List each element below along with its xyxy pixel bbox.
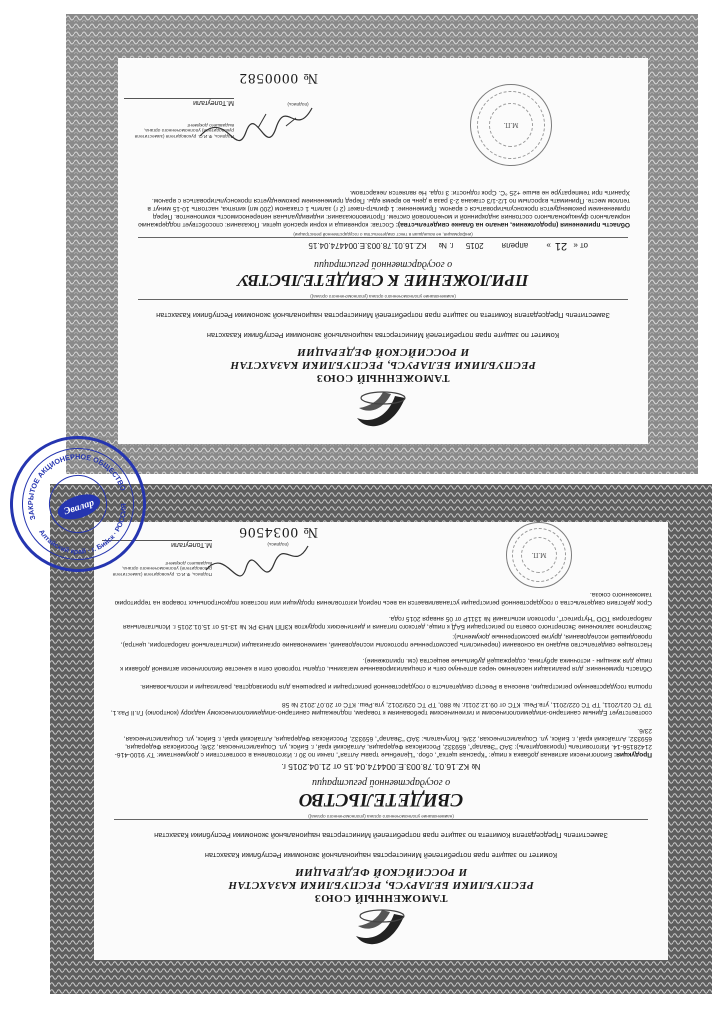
- certificate-sheet: [50, 484, 712, 994]
- annex-signer-name: М.Толеугали: [124, 98, 234, 106]
- annex-deputy: Заместитель Председателя Комитета по защите прав потребителей Министерства национальной экономики Республики Казахстан: [156, 311, 610, 320]
- certificate-validity: Срок действия свидетельства о государственной регистрации устанавливается на весь период изготовления продукции или поставок подконтрольных товаров на территорию таможенного союза.: [114, 590, 652, 606]
- certificate-signer-name: М.Толеугали: [102, 540, 212, 548]
- annex-scope-label: Область применения (продолжение, начало на бланке свидетельства):: [395, 221, 630, 228]
- certificate-mp-label: М.П.: [531, 551, 547, 559]
- annex-title: ПРИЛОЖЕНИЕ К СВИДЕТЕЛЬСТВУ: [237, 271, 529, 290]
- stamp-ring-bottom: Алтайский край · г. Бийск · РОССИЯ: [37, 503, 128, 556]
- certificate-text-basis: Настоящее свидетельство выдано на основании (перечислить рассмотренные протоколы исследований, наименование организации (испытательной лаборатории, центра), проводившей исследования, другие рассмотренные документы):: [120, 632, 652, 648]
- annex-date-prefix: от «: [573, 241, 588, 250]
- certificate-authority-caption: (наименование уполномоченного органа (уполномоченного органа)): [114, 814, 648, 820]
- certificate-text-expert: Экспертное заключение Экспертного совета по регистрации БАД к пище, детского питания и диетических продуктов КЗПП МНЭ РК № 13-15 от 15.01.2015 г. Испытательная лаборатория ТОО "Нутритест", протокол испытаний № 1311Р от 05 января 2015 года.: [123, 614, 652, 630]
- annex-year: 2015: [465, 241, 484, 250]
- annex-year-suffix: г. №: [438, 241, 454, 250]
- certificate-conformity: соответствует Единым санитарно-эпидемиологическим и гигиеническим требованиям к товарам, подлежащим санитарно-эпидемиологическому надзору (контролю) Гл.II Раз.1, ТР ТС 021/2011, ТР ТС 022/2011, утв.Реш. КТС от 09.12.2011г. № 880, ТР ТС 029/2012, утв.Реш. КТС от 20.07.2012 № 58: [110, 700, 652, 716]
- annex-sheet: [66, 14, 698, 474]
- annex-day: 21: [554, 240, 568, 252]
- certificate-signature-caption: (подпись): [267, 541, 289, 546]
- certificate-serial-number: № 0034506: [238, 524, 318, 540]
- certificate-number-line: № KZ.16.01.78.003.Е.004474.04.15 от 21.04.2015 г.: [281, 762, 481, 772]
- annex-mp-label: М.П.: [503, 121, 519, 129]
- annex-scope-text: Состав: корневища и корни красной щетки. Показания: способствует поддержанию нормального функционального состояния эндокринной и мочеполовой систем. Противопоказания: индивидуальная непереносимость компонентов. Перед применением рекомендуется проконсультироваться с врачом. Применение: 1 фильтр-пакет (2 г) залить 1 стаканом (200 мл) кипятка, настоять 10-15 минут в теплом месте. Принимать взрослым по 1/2-1/3 стакана 2-3 раза в день во время еды. Перед применением рекомендуется проконсультироваться с врачом. Хранить при температуре не выше +25 °С. Срок годности: 3 года. Не является лекарством.: [138, 188, 630, 228]
- annex-date-line: от « 21» апреля 2015 г. № KZ.16.01.78.003.Е.004474.04.15: [308, 240, 588, 252]
- certificate-product-text: Биологически активная добавка к пище: "Красная щетка", сбор. "Целебные травы Алтая", пачки по 30 г. Изготовлена в соответствии с документами: ТУ 9100-416-21428156-14. Изготовитель (производитель): ЗАО "Эвалар", 659332, Российская Федерация, Алтайский край, г. Бийск, ул. Социалистическая, 23/6; Российская Федерация, 659332, Алтайский край, г. Бийск, ул. Социалистическая, 23/6. Получатель: ЗАО "Эвалар", 659332, Российская Федерация, Алтайский край, г. Бийск, ул. Социалистическая, 23/6.: [114, 726, 652, 758]
- stamp-logo-icon: [55, 490, 104, 525]
- certificate-deputy: Заместитель Председателя Комитета по защите прав потребителей Министерства национальной экономики Республики Казахстан: [154, 831, 608, 840]
- union-title: ТАМОЖЕННЫЙ СОЮЗ: [314, 892, 448, 904]
- union-subtitle-2: И РОССИЙСКОЙ ФЕДЕРАЦИИ: [294, 866, 468, 878]
- certificate-text-scope: Область применения: для реализации населению через аптечную сеть и специализированные магазины, отделы торговой сети в качестве биологически активной добавки к пище для женщин - источника арбутина, содержащей дубильные вещества (см. приложение).: [120, 656, 652, 672]
- annex-scope: [134, 188, 630, 228]
- certificate-product: [110, 726, 652, 758]
- certificate-title: СВИДЕТЕЛЬСТВО: [298, 789, 464, 810]
- certificate-signer-caption: Подпись, Ф.И.О. руководителя (заместителя руководителя) уполномоченного органа, выдавшего документ: [112, 559, 212, 576]
- certificate-subtitle: о государственной регистрации: [311, 777, 451, 788]
- annex-seal-mp: [470, 84, 552, 166]
- union-subtitle-2: И РОССИЙСКОЙ ФЕДЕРАЦИИ: [296, 346, 470, 358]
- annex-signer-caption: Подпись, Ф.И.О. руководителя (заместителя руководителя) уполномоченного органа, выдавшего документ: [134, 121, 234, 138]
- annex-signature-caption: (подпись): [287, 101, 309, 106]
- certificate-seal-mp: [506, 522, 572, 588]
- stamp-center-text: Эвалар: [62, 497, 96, 518]
- annex-authority-caption: (наименование уполномоченного органа (уполномоченного органа)): [138, 294, 628, 300]
- union-title: ТАМОЖЕННЫЙ СОЮЗ: [316, 372, 450, 384]
- union-subtitle: РЕСПУБЛИКИ БЕЛАРУСЬ, РЕСПУБЛИКИ КАЗАХСТАН: [228, 879, 534, 891]
- annex-serial-number: № 0000582: [238, 70, 318, 86]
- annex-committee: Комитет по защите прав потребителей Министерства национальной экономики Республики Казахстан: [206, 331, 560, 340]
- certificate-text-registration: прошла государственную регистрацию, внесена в Реестр свидетельств о государственной регистрации и разрешена для производства, реализации и использования.: [140, 683, 652, 690]
- annex-number-caption: (информация, не вошедшая в текст свидетельства о государственной регистрации): [138, 232, 628, 238]
- certificate-committee: Комитет по защите прав потребителей Министерства национальной экономики Республики Казахстан: [204, 851, 558, 860]
- union-emblem: [353, 388, 413, 438]
- annex-month: апреля: [501, 241, 529, 250]
- annex-subtitle: о государственной регистрации: [313, 259, 453, 270]
- certificate-product-label: Продукция:: [613, 751, 652, 758]
- union-subtitle: РЕСПУБЛИКИ БЕЛАРУСЬ, РЕСПУБЛИКИ КАЗАХСТАН: [230, 359, 536, 371]
- stamp-ring-top: ЗАКРЫТОЕ АКЦИОНЕРНОЕ ОБЩЕСТВО: [25, 451, 128, 522]
- union-emblem: [352, 906, 412, 956]
- annex-number: KZ.16.01.78.003.Е.004474.04.15: [308, 241, 427, 250]
